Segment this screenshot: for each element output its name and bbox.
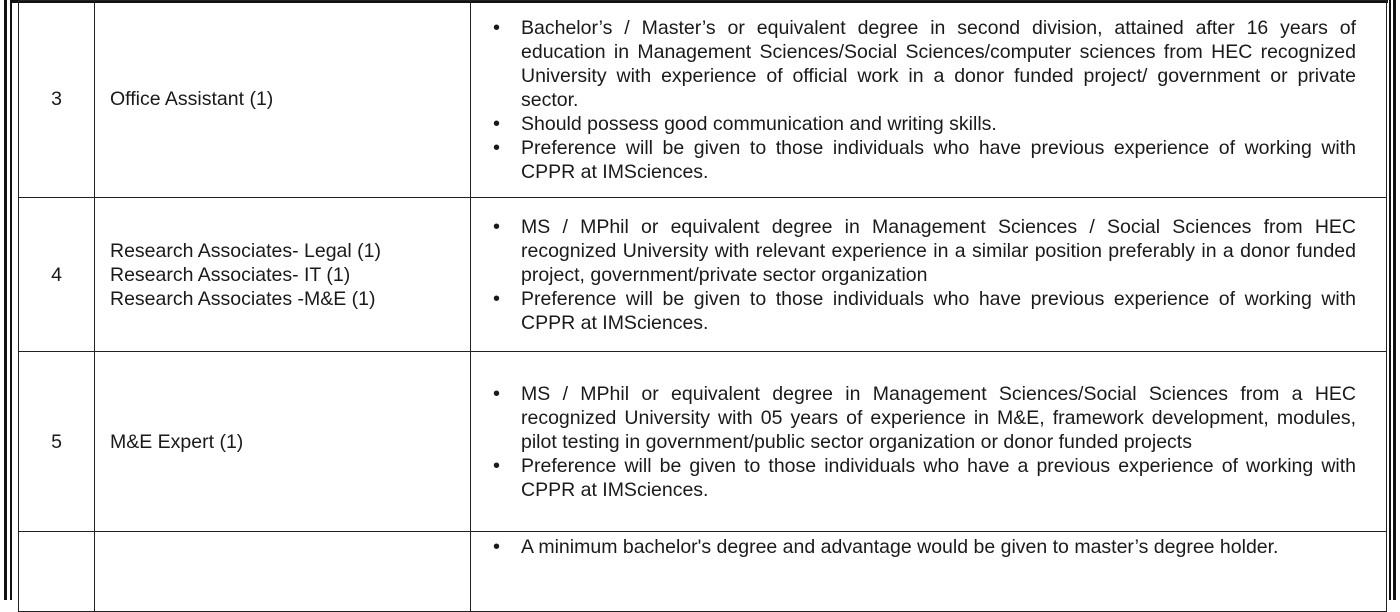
- position-title: Office Assistant (1): [110, 88, 274, 110]
- position-title: M&E Expert (1): [110, 430, 244, 453]
- row-number: 3: [19, 1, 95, 198]
- requirement-item: • Should possess good communication and writing skills.: [483, 112, 1356, 136]
- position-cell: [95, 198, 471, 352]
- requirements-list: [483, 16, 1356, 184]
- requirements-table: [18, 0, 1387, 612]
- row-number: 5: [19, 352, 95, 532]
- row-number: 4: [19, 198, 95, 352]
- position-title: Research Associates- Legal (1): [110, 239, 381, 262]
- requirement-item: • Bachelor’s / Master’s or equivalent degree in second division, attained after 16 years of education in Management Sciences/Social Sciences/computer sciences from HEC recognized University with experience of official work in a donor funded project/ government or private sector.: [483, 16, 1356, 112]
- requirements-cell: [471, 1, 1387, 198]
- page-border-right-inner: [1389, 0, 1391, 600]
- requirements-cell: [471, 198, 1387, 352]
- requirement-item: • MS / MPhil or equivalent degree in Management Sciences/Social Sciences from a HEC recognized University with 05 years of experience in M&E, framework development, modules, pilot testing in government/public sector organization or donor funded projects: [483, 382, 1356, 454]
- requirement-item: • A minimum bachelor's degree and advantage would be given to master’s degree holder.: [483, 535, 1356, 559]
- requirements-list: [483, 382, 1356, 502]
- requirement-item: • Preference will be given to those individuals who have previous experience of working with CPPR at IMSciences.: [483, 287, 1356, 335]
- position-title: Research Associates -M&E (1): [110, 287, 376, 310]
- position-cell: [95, 352, 471, 532]
- requirement-item: • MS / MPhil or equivalent degree in Management Sciences / Social Sciences from HEC recognized University with relevant experience in a similar position preferably in a donor funded project, government/private sector organization: [483, 215, 1356, 287]
- page-border-left: [4, 0, 7, 600]
- requirements-cell: [471, 352, 1387, 532]
- table-row: [19, 352, 1387, 532]
- requirements-list: [483, 215, 1356, 335]
- table-row: [19, 198, 1387, 352]
- table-row: [19, 1, 1387, 198]
- position-title: Research Associates- IT (1): [110, 263, 351, 286]
- page-border-right: [1393, 0, 1396, 600]
- requirement-item: • Preference will be given to those individuals who have a previous experience of working with CPPR at IMSciences.: [483, 454, 1356, 502]
- page-border-left-inner: [10, 0, 12, 600]
- requirements-list: [483, 535, 1356, 559]
- position-cell: [95, 1, 471, 198]
- requirement-item: • Preference will be given to those individuals who have previous experience of working with CPPR at IMSciences.: [483, 136, 1356, 184]
